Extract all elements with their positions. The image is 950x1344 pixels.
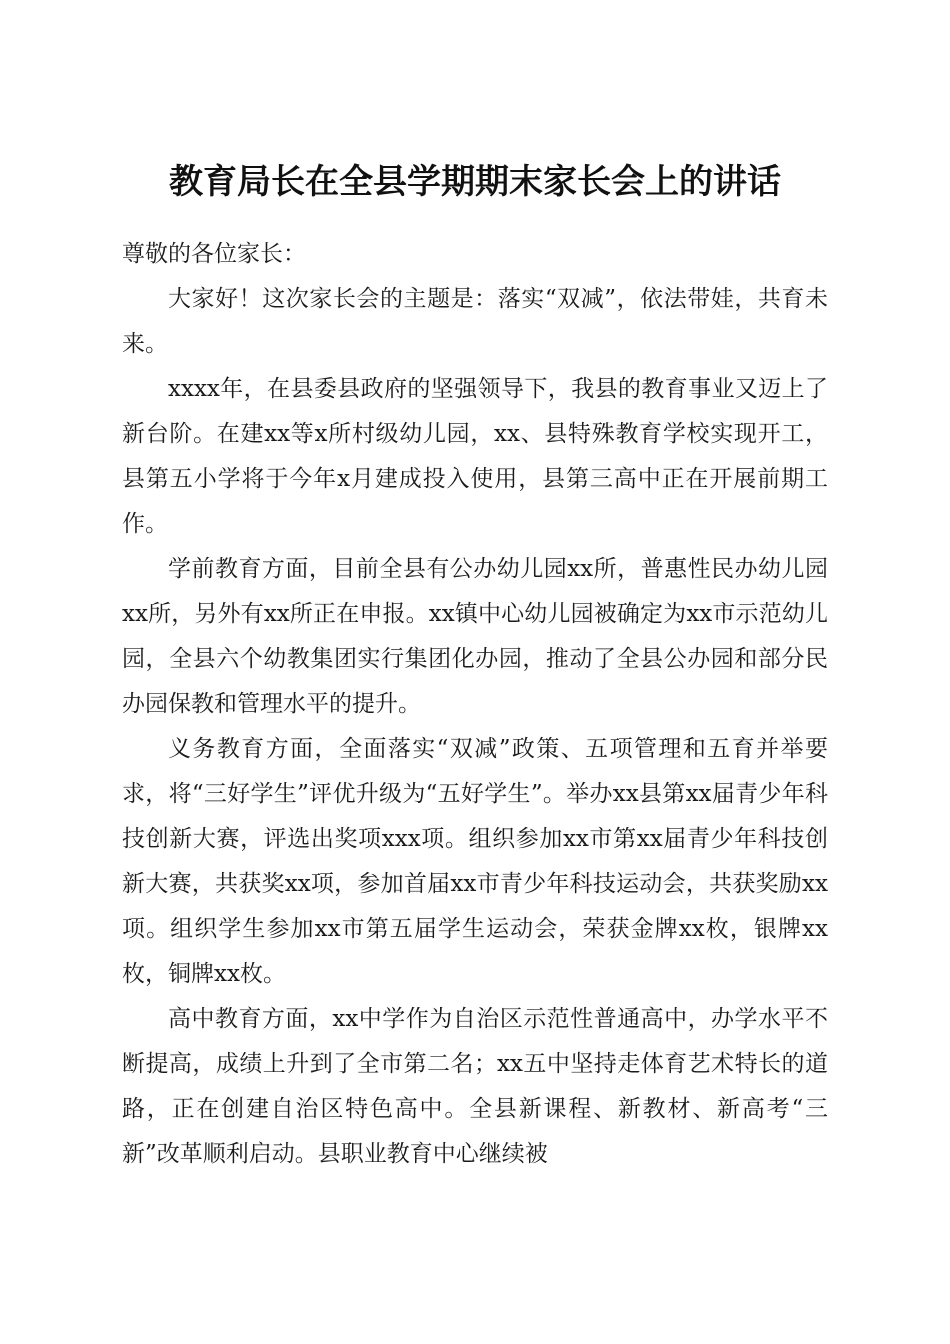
document-body <box>122 232 828 1177</box>
paragraph-highschool: 高中教育方面，xx中学作为自治区示范性普通高中，办学水平不断提高，成绩上升到了全市第二名；xx五中坚持走体育艺术特长的道路，正在创建自治区特色高中。全县新课程、新教材、新高考“三新”改革顺利启动。县职业教育中心继续被 <box>122 1006 828 1167</box>
paragraph-greeting: 大家好！这次家长会的主题是：落实“双减”，依法带娃，共育未来。 <box>122 286 828 357</box>
paragraph-compulsory: 义务教育方面，全面落实“双减”政策、五项管理和五育并举要求，将“三好学生”评优升级为“五好学生”。举办xx县第xx届青少年科技创新大赛，评选出奖项xxx项。组织参加xx市第xx届青少年科技创新大赛，共获奖xx项，参加首届xx市青少年科技运动会，共获奖励xx项。组织学生参加xx市第五届学生运动会，荣获金牌xx枚，银牌xx枚，铜牌xx枚。 <box>122 736 828 987</box>
salutation: 尊敬的各位家长： <box>122 241 306 267</box>
paragraph-preschool: 学前教育方面，目前全县有公办幼儿园xx所，普惠性民办幼儿园xx所，另外有xx所正在申报。xx镇中心幼儿园被确定为xx市示范幼儿园，全县六个幼教集团实行集团化办园，推动了全县公办园和部分民办园保教和管理水平的提升。 <box>122 556 828 717</box>
document-title: 教育局长在全县学期期末家长会上的讲话 <box>169 161 781 202</box>
paragraph-overview: xxxx年，在县委县政府的坚强领导下，我县的教育事业又迈上了新台阶。在建xx等x所村级幼儿园，xx、县特殊教育学校实现开工，县第五小学将于今年x月建成投入使用，县第三高中正在开展前期工作。 <box>122 376 828 537</box>
